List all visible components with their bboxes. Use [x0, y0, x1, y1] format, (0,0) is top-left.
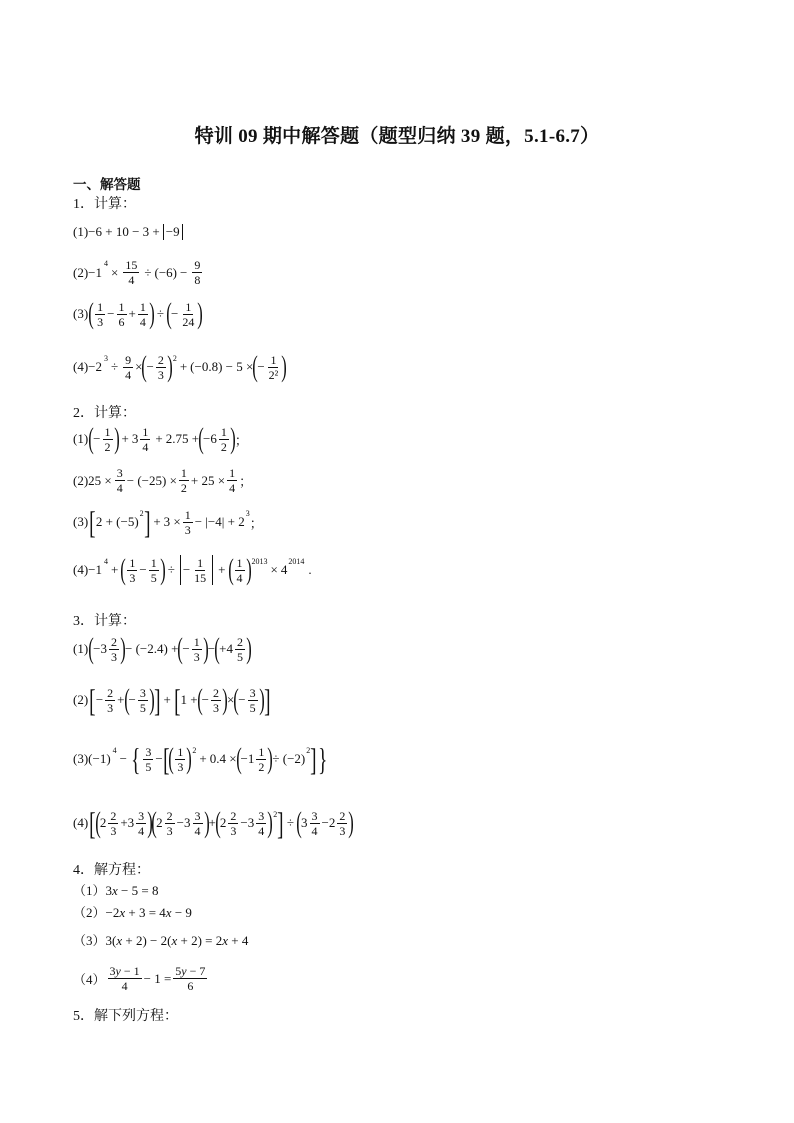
q4-part-2: （2）−2x + 3 = 4x − 9 [73, 905, 192, 920]
q4-part-1: （1）3x − 5 = 8 [73, 883, 159, 898]
page-title: 特训 09 期中解答题（题型归纳 39 题，5.1-6.7） [194, 126, 600, 147]
q1-part-4: (4)−2 3 ÷ $\frac{9}{4}$ × ( − $\frac{2}{3}$ ) 2 + (−0.8) − 5 × ( − $\frac{1}{\text{2²}}$ ) [73, 350, 288, 383]
q2-part-3: (3) [ 2 + (−5) 2 ] + 3 × $\frac{1}{3}$ − |−4| + 2 3 ； [73, 504, 263, 540]
question-3-label: 3．计算： [73, 614, 136, 629]
question-5-label: 5．解下列方程： [73, 1009, 178, 1024]
section-heading: 一、解答题 [73, 177, 141, 192]
q3-part-4: (4) [ ( 2 $\frac{2}{3}$ + 3 $\frac{3}{4}$ ) ( 2 $\frac{2}{3}$ − 3 $\frac{3}{4}$ ) + ( 2 $\frac{2}{3}$ − 3 $\frac{3}{4}$ ) 2 ] ÷ ( 3 $\frac{3}{4}$ − 2 $\frac{2}{3}$ ) [73, 805, 355, 841]
q4-part-4: （4） $\frac{3y - 1}{4}$ − 1 = $\frac{5y - 7}{6}$ [73, 964, 206, 993]
q3-part-3: (3)(−1) 4 − { $\frac{3}{5}$ − [ ( $\frac{1}{3}$ ) 2 + 0.4 × ( −1 $\frac{1}{2}$ ) ÷ (−2) 2 ] } [73, 741, 328, 777]
question-2-label: 2．计算： [73, 406, 136, 421]
q3-part-1: (1) ( −3 $\frac{2}{3}$ ) − (−2.4) + ( − $\frac{1}{3}$ ) − ( +4 $\frac{2}{5}$ ) [73, 632, 252, 665]
q4-part-3: （3）3(x + 2) − 2(x + 2) = 2x + 4 [73, 933, 249, 948]
q2-part-2: (2)25 × $\frac{3}{4}$ − (−25) × $\frac{1}{2}$ + 25 × $\frac{1}{4}$ ； [73, 466, 253, 495]
question-1-label: 1．计算： [73, 197, 136, 212]
q2-part-1: (1) ( − $\frac{1}{2}$ ) + 3 $\frac{1}{4}$ + 2.75 + ( −6 $\frac{1}{2}$ ) ； [73, 422, 248, 455]
q1-part-2: (2)−1 4 × $\frac{15}{4}$ ÷ (−6) − $\frac{9}{8}$ [73, 258, 201, 287]
q2-part-4: (4)−1 4 + ( $\frac{1}{3}$ − $\frac{1}{5}$ ) ÷ − $\frac{1}{15}$ + ( $\frac{1}{4}$ ) 2013 × 4 2014 . [73, 553, 312, 586]
question-4-label: 4．解方程： [73, 863, 150, 878]
q1-part-3: (3) ( $\frac{1}{3}$ − $\frac{1}{6}$ + $\frac{1}{4}$ ) ÷ ( − $\frac{1}{24}$ ) [73, 297, 204, 330]
q1-part-1: (1)−6 + 10 − 3 + −9 [73, 224, 185, 240]
q3-part-2: (2) [ − $\frac{2}{3}$ + ( − $\frac{3}{5}$ ) ] + [ 1 + ( − $\frac{2}{3}$ ) × ( − $\frac{3}{5}$ ) ] [73, 682, 271, 718]
